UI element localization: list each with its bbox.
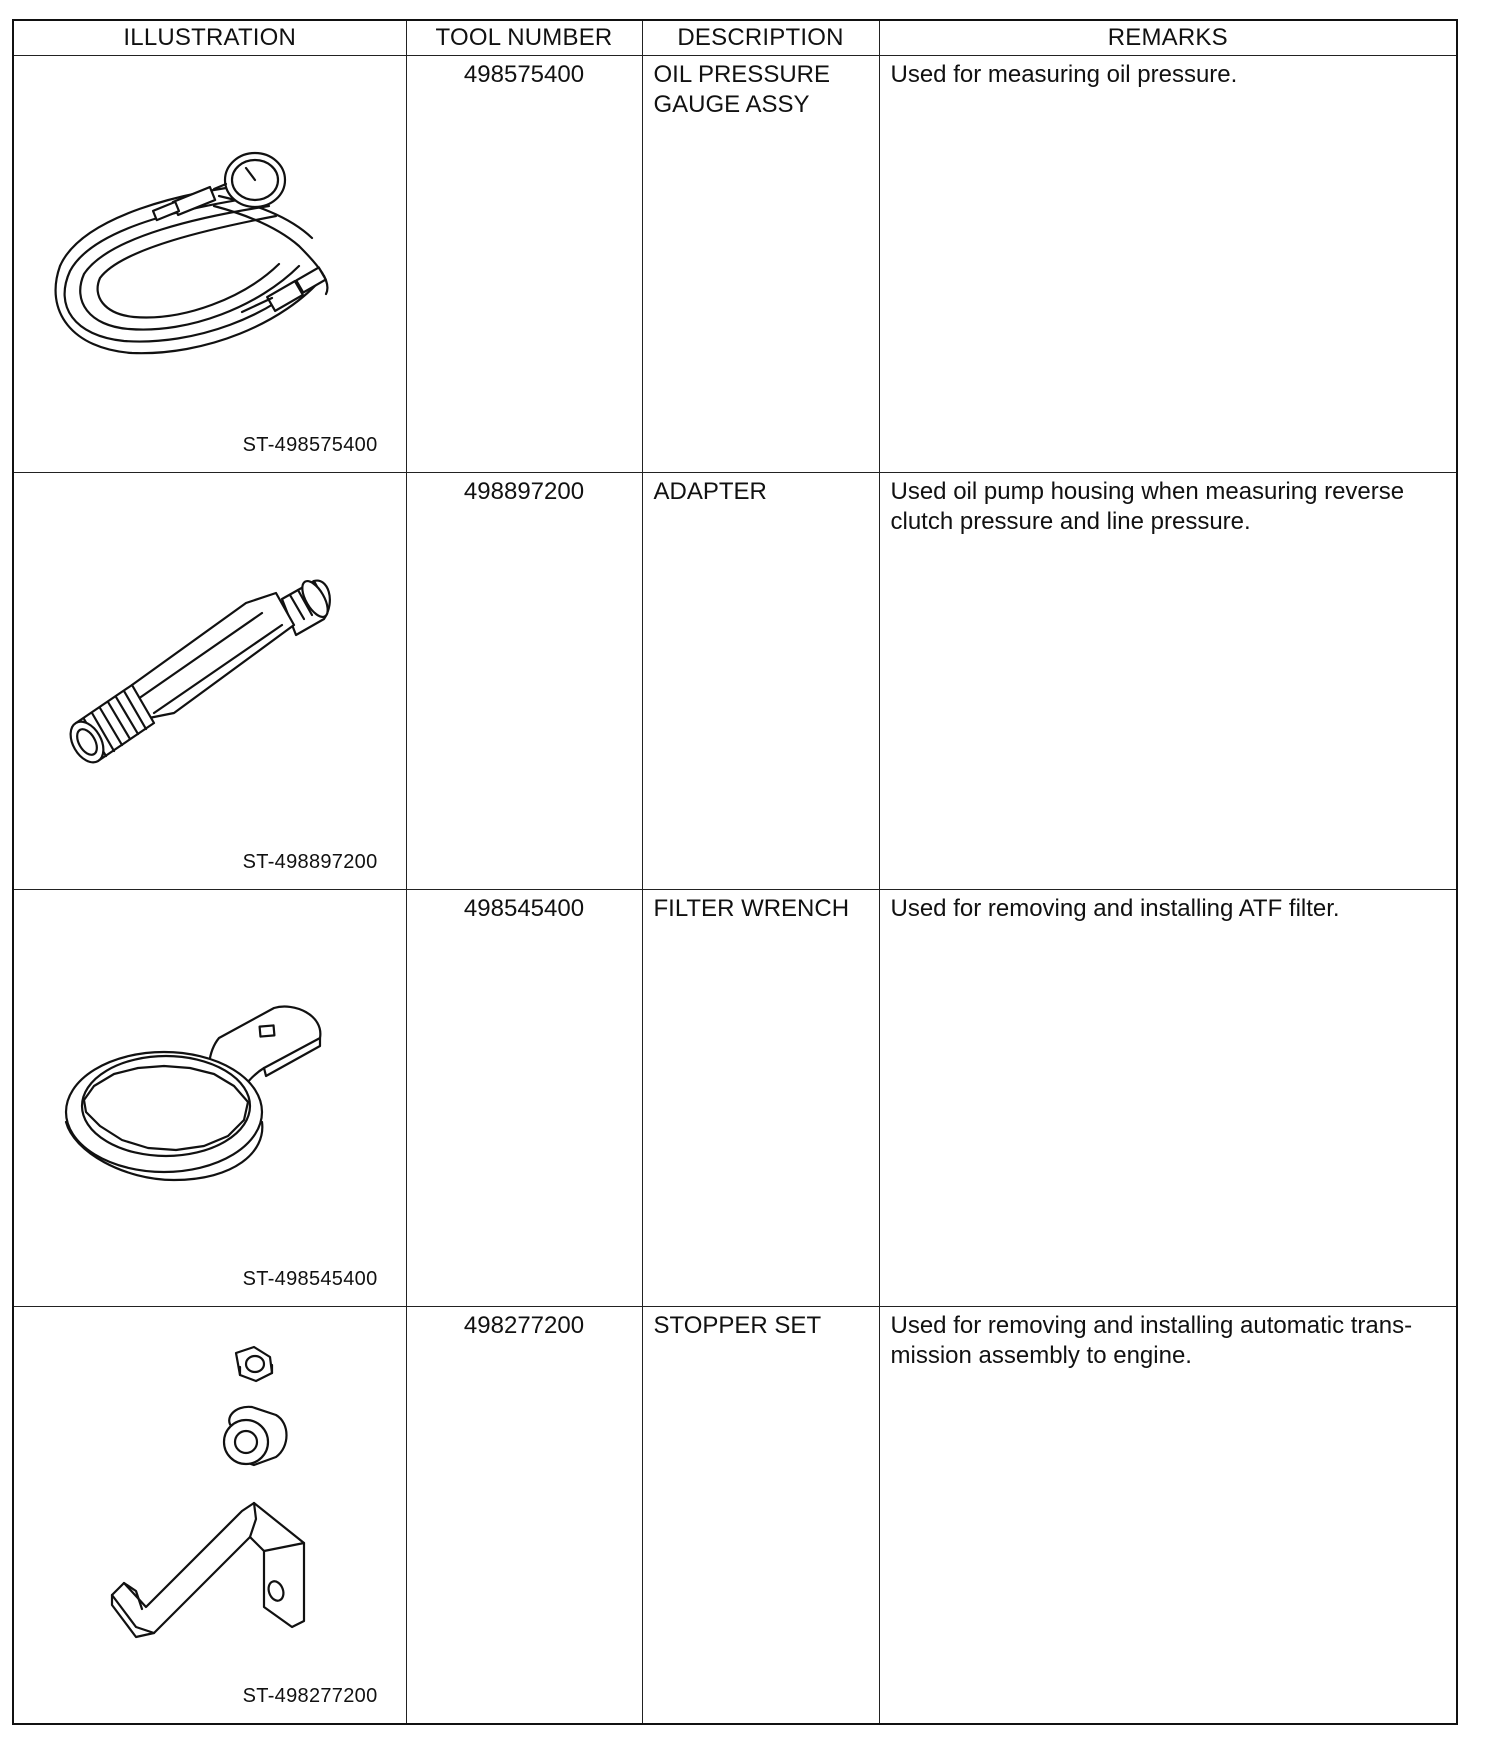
description: FILTER WRENCH (642, 890, 879, 1307)
header-tool-number: TOOL NUMBER (406, 20, 642, 56)
table-row (13, 56, 1457, 473)
illustration-code: ST-498545400 (242, 1268, 378, 1290)
tool-number: 498897200 (406, 473, 642, 890)
remarks: Used for removing and installing automatic trans-mission assembly to engine. (879, 1307, 1457, 1725)
illustration-code: ST-498575400 (242, 434, 378, 456)
special-tools-table (12, 19, 1458, 1725)
tool-number: 498545400 (406, 890, 642, 1307)
header-row (13, 20, 1457, 56)
illustration-cell (13, 56, 406, 473)
table-row (13, 473, 1457, 890)
table-row (13, 1307, 1457, 1725)
illustration-code: ST-498277200 (242, 1685, 378, 1707)
tool-number: 498277200 (406, 1307, 642, 1725)
filter-wrench-icon (14, 890, 407, 1302)
header-remarks: REMARKS (879, 20, 1457, 56)
description: OIL PRESSURE GAUGE ASSY (642, 56, 879, 473)
tool-number: 498575400 (406, 56, 642, 473)
illustration-cell (13, 1307, 406, 1725)
remarks: Used for measuring oil pressure. (879, 56, 1457, 473)
remarks: Used oil pump housing when measuring reverse clutch pressure and line pressure. (879, 473, 1457, 890)
illustration-cell (13, 473, 406, 890)
illustration-code: ST-498897200 (242, 851, 378, 873)
illustration-cell (13, 890, 406, 1307)
header-illustration: ILLUSTRATION (13, 20, 406, 56)
table-row (13, 890, 1457, 1307)
remarks: Used for removing and installing ATF filter. (879, 890, 1457, 1307)
oil-pressure-gauge-icon (14, 56, 407, 468)
description: STOPPER SET (642, 1307, 879, 1725)
stopper-set-icon (14, 1307, 407, 1719)
header-description: DESCRIPTION (642, 20, 879, 56)
adapter-icon (14, 473, 407, 885)
description: ADAPTER (642, 473, 879, 890)
